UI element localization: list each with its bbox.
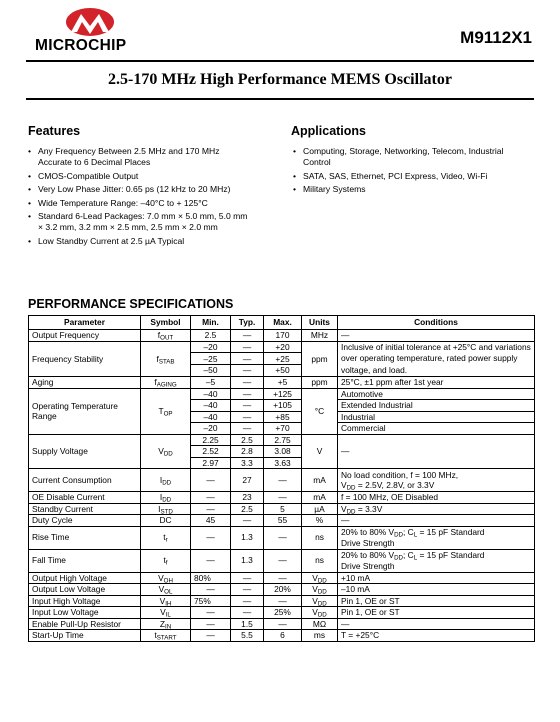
- table-row: –50 — +50: [29, 365, 535, 377]
- table-row: Fall Time $t_f$ — 1.3 — ns 20% to 80% $V_{DD}$; $C_L = 15$ pF Standard Drive Strength: [29, 549, 535, 572]
- table-row: Input Low Voltage $V_{IL}$ — — 25% $V_{DD}$ Pin 1, OE or ST: [29, 607, 535, 619]
- table-row: Operating Temperature Range $T_{OP}$ –40 — +125 °C Automotive: [29, 388, 535, 400]
- table-row: Enable Pull-Up Resistor $Z_{IN}$ — 1.5 — MΩ —: [29, 618, 535, 630]
- table-row: Start-Up Time $t_{START}$ — 5.5 6 ms T = +25°C: [29, 630, 535, 642]
- features-heading: Features: [28, 124, 81, 138]
- document-title: 2.5-170 MHz High Performance MEMS Oscillator: [108, 71, 452, 88]
- list-item: • Computing, Storage, Networking, Telecom, Industrial Control: [291, 146, 516, 168]
- microchip-logo: [35, 8, 147, 55]
- table-row: –25 — +25: [29, 353, 535, 365]
- table-row: Current Consumption $I_{DD}$ — 27 — mA No load condition, f = 100 MHz, $V_{DD} = 2.5V$, 2.8V, or 3.3V: [29, 469, 535, 492]
- table-header-row: [29, 316, 535, 330]
- list-item: • SATA, SAS, Ethernet, PCI Express, Video, Wi-Fi: [291, 171, 516, 182]
- table-row: Standby Current $I_{STD}$ — 2.5 5 µA $V_{DD} = 3.3V$: [29, 503, 535, 515]
- table-row: Duty Cycle DC 45 — 55 % —: [29, 515, 535, 527]
- performance-heading: PERFORMANCE SPECIFICATIONS: [28, 297, 234, 311]
- title-rule-bottom: [26, 98, 534, 100]
- list-item: • Wide Temperature Range: –40°C to + 125°C: [26, 198, 254, 209]
- col-header: Min.: [191, 316, 231, 330]
- table-row: OE Disable Current $I_{DD}$ — 23 — mA f = 100 MHz, OE Disabled: [29, 492, 535, 504]
- spec-table: [28, 315, 535, 642]
- table-row: Frequency Stability $f_{STAB}$ –20 — +20 ppm Inclusive of initial tolerance at +25°C and variations over operating temperature, rated power supply voltage, and load.: [29, 341, 535, 353]
- list-item: • CMOS-Compatible Output: [26, 171, 254, 182]
- table-row: –40 — +105 Extended Industrial: [29, 400, 535, 412]
- col-header: Symbol: [141, 316, 191, 330]
- title-rule-top: [26, 60, 534, 62]
- table-row: Input High Voltage $V_{IH}$ 75% — — $V_{DD}$ Pin 1, OE or ST: [29, 595, 535, 607]
- list-item: • Low Standby Current at 2.5 µA Typical: [26, 236, 254, 247]
- col-header: Parameter: [29, 316, 141, 330]
- logo-text: MICROCHIP: [35, 37, 127, 54]
- applications-heading: Applications: [291, 124, 367, 138]
- table-row: 2.52 2.8 3.08: [29, 446, 535, 458]
- table-row: Output Frequency $f_{OUT}$ 2.5 — 170 MHz —: [29, 330, 535, 342]
- part-number: M9112X1: [460, 28, 532, 47]
- microchip-logo-icon: [65, 8, 115, 36]
- col-header: Max.: [264, 316, 302, 330]
- applications-list: [291, 146, 516, 198]
- col-header: Conditions: [338, 316, 535, 330]
- col-header: Typ.: [231, 316, 264, 330]
- features-list: [26, 146, 254, 249]
- list-item: • Any Frequency Between 2.5 MHz and 170 MHz Accurate to 6 Decimal Places: [26, 146, 254, 168]
- table-row: –40 — +85 Industrial: [29, 411, 535, 423]
- table-row: Supply Voltage $V_{DD}$ 2.25 2.5 2.75 V —: [29, 434, 535, 446]
- col-header: Units: [302, 316, 338, 330]
- table-row: –20 — +70 Commercial: [29, 423, 535, 435]
- table-row: Aging $f_{AGING}$ –5 — +5 ppm 25°C, ±1 ppm after 1st year: [29, 377, 535, 389]
- table-row: Rise Time $t_r$ — 1.3 — ns 20% to 80% $V_{DD}$; $C_L = 15$ pF Standard Drive Strength: [29, 526, 535, 549]
- list-item: • Very Low Phase Jitter: 0.65 ps (12 kHz to 20 MHz): [26, 184, 254, 195]
- list-item: • Standard 6-Lead Packages: 7.0 mm × 5.0 mm, 5.0 mm × 3.2 mm, 3.2 mm × 2.5 mm, 2.5 mm × 2.0 mm: [26, 211, 254, 233]
- table-row: Output Low Voltage $V_{OL}$ — — 20% $V_{DD}$ –10 mA: [29, 584, 535, 596]
- table-row: Output High Voltage $V_{OH}$ 80% — — $V_{DD}$ +10 mA: [29, 572, 535, 584]
- list-item: • Military Systems: [291, 184, 516, 195]
- table-row: 2.97 3.3 3.63: [29, 457, 535, 469]
